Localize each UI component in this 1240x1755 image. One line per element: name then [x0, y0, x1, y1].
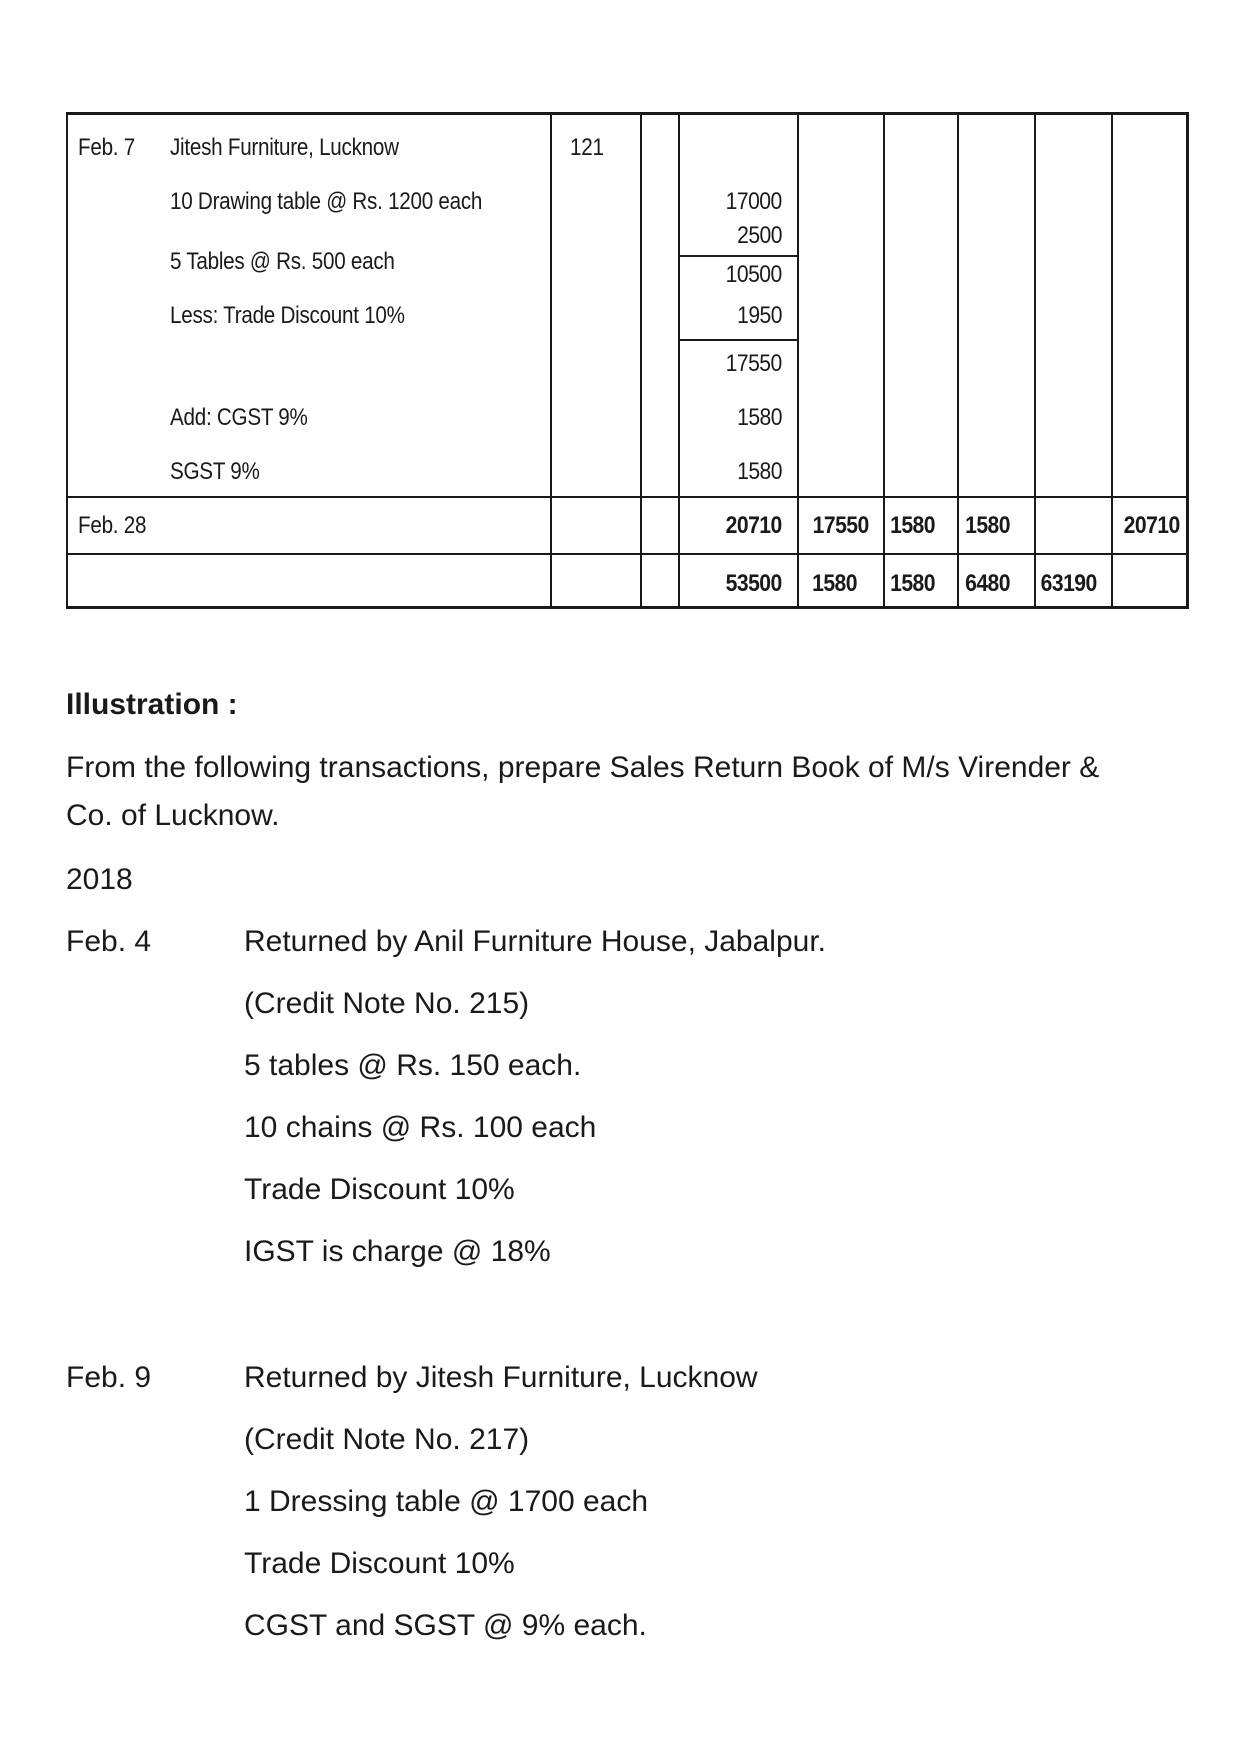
total-cell: 20710 [725, 512, 782, 539]
transaction-line: Returned by Jitesh Furniture, Lucknow [244, 1361, 758, 1394]
transaction-line: Trade Discount 10% [244, 1173, 515, 1206]
sales-book-table [0, 0, 1240, 620]
total-row-date: Feb. 28 [78, 512, 147, 539]
transaction-line: CGST and SGST @ 9% each. [244, 1609, 647, 1642]
entry-line: 5 Tables @ Rs. 500 each [170, 248, 395, 275]
grand-total-cell: 1580 [890, 570, 935, 597]
transaction-date: Feb. 4 [66, 925, 152, 958]
column-divider [1034, 112, 1036, 609]
amount-cell: 1950 [737, 302, 782, 329]
amount-cell: 1580 [737, 404, 782, 431]
transaction-line: 5 tables @ Rs. 150 each. [244, 1049, 582, 1082]
amount-cell: 17550 [725, 350, 782, 377]
entry-party: Jitesh Furniture, Lucknow [170, 134, 399, 161]
transaction-line: 10 chains @ Rs. 100 each [244, 1111, 597, 1144]
column-divider [678, 112, 680, 609]
illustration-intro-line1: From the following transactions, prepare Sales Return Book of M/s Virender & [66, 751, 1100, 784]
column-divider [797, 112, 799, 609]
column-divider [640, 112, 642, 609]
table-border-bottom [66, 606, 1188, 609]
grand-total-cell: 1580 [812, 570, 857, 597]
total-cell: 17550 [812, 512, 869, 539]
entry-date: Feb. 7 [78, 134, 135, 161]
table-border-top [66, 112, 1188, 115]
table-border-left [66, 112, 68, 609]
amount-cell: 10500 [725, 261, 782, 288]
transaction-line: (Credit Note No. 215) [244, 987, 530, 1020]
illustration-intro-line2: Co. of Lucknow. [66, 799, 280, 832]
total-cell: 1580 [965, 512, 1010, 539]
row-divider [66, 496, 1188, 498]
transaction-line: Trade Discount 10% [244, 1547, 515, 1580]
column-divider [1111, 112, 1113, 609]
entry-line: 10 Drawing table @ Rs. 1200 each [170, 188, 483, 215]
column-divider [957, 112, 959, 609]
grand-total-cell: 6480 [965, 570, 1010, 597]
subtotal-rule [680, 339, 797, 341]
table-border-right [1186, 112, 1189, 609]
column-divider [883, 112, 885, 609]
transaction-line: Returned by Anil Furniture House, Jabalpur. [244, 925, 826, 958]
amount-cell: 2500 [737, 222, 782, 249]
illustration-year: 2018 [66, 863, 133, 896]
row-divider [66, 553, 1188, 555]
entry-invoice-no: 121 [570, 134, 604, 161]
entry-line: Add: CGST 9% [170, 404, 308, 431]
amount-cell: 1580 [737, 458, 782, 485]
subtotal-rule [680, 255, 797, 257]
grand-total-cell: 63190 [1040, 570, 1097, 597]
transaction-date: Feb. 9 [66, 1361, 152, 1394]
amount-cell: 17000 [725, 188, 782, 215]
column-divider [550, 112, 552, 609]
entry-line: SGST 9% [170, 458, 260, 485]
total-cell: 20710 [1123, 512, 1180, 539]
total-cell: 1580 [890, 512, 935, 539]
transaction-line: 1 Dressing table @ 1700 each [244, 1485, 649, 1518]
illustration-title: Illustration : [66, 688, 238, 721]
entry-line: Less: Trade Discount 10% [170, 302, 405, 329]
grand-total-cell: 53500 [725, 570, 782, 597]
transaction-line: (Credit Note No. 217) [244, 1423, 530, 1456]
transaction-line: IGST is charge @ 18% [244, 1235, 551, 1268]
